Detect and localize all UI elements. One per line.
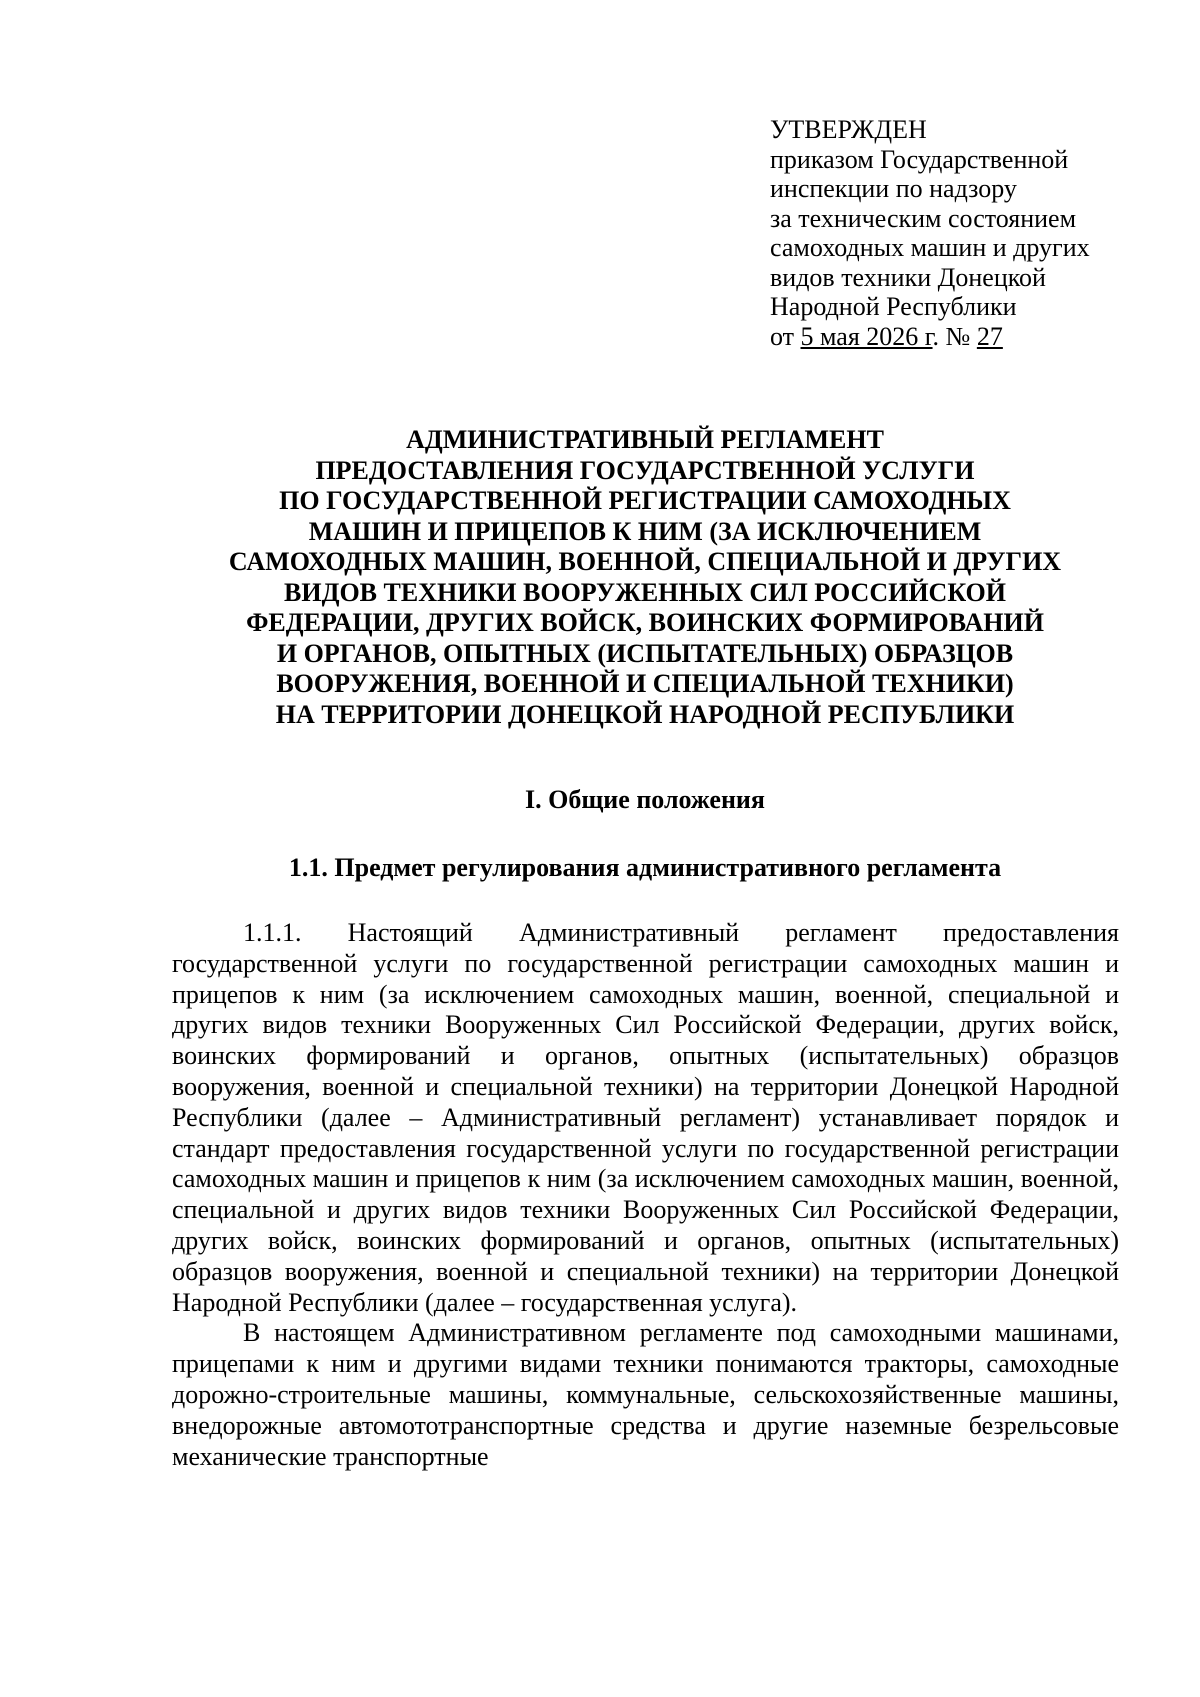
approval-date: 5 мая 2026 г [800, 321, 933, 351]
title-line: САМОХОДНЫХ МАШИН, ВОЕННОЙ, СПЕЦИАЛЬНОЙ И ДРУГИХ [228, 547, 1062, 576]
body-text [172, 918, 1119, 1472]
title-line: НА ТЕРРИТОРИИ ДОНЕЦКОЙ НАРОДНОЙ РЕСПУБЛИКИ [275, 699, 1015, 729]
approval-line: приказом Государственной [770, 144, 1069, 174]
document-title [170, 425, 1120, 730]
approval-line: Народной Республики [770, 292, 1017, 321]
title-line: ВООРУЖЕНИЯ, ВОЕННОЙ И СПЕЦИАЛЬНОЙ ТЕХНИКИ) [276, 669, 1014, 698]
approval-line: видов техники Донецкой [770, 262, 1046, 292]
approval-line: самоходных машин и других [770, 233, 1090, 262]
section-heading: I. Общие положения [525, 785, 765, 814]
approval-heading: УТВЕРЖДЕН [770, 115, 927, 144]
approval-block [770, 115, 1130, 351]
approval-date-line [770, 322, 1130, 352]
subsection-heading: 1.1. Предмет регулирования административного регламента [288, 853, 1002, 882]
paragraph: 1.1.1. Настоящий Административный регламент предоставления государственной услуги по государственной регистрации самоходных машин и прицепов к ним (за исключением самоходных машин, военной, специальной и других видов техники Вооруженных Сил Российской Федерации, других войск, воинских формирований и органов, опытных (испытательных) образцов вооружения, военной и специальной техники) на территории Донецкой Народной Республики (далее – Административный регламент) устанавливает порядок и стандарт предоставления государственной услуги по государственной регистрации самоходных машин и прицепов к ним (за исключением самоходных машин, военной, специальной и других видов техники Вооруженных Сил Российской Федерации, других войск, воинских формирований и органов, опытных (испытательных) образцов вооружения, военной и специальной техники) на территории Донецкой Народной Республики (далее – государственная услуга). [172, 918, 1119, 1317]
approval-date-prefix: от [770, 321, 801, 351]
title-line: ВИДОВ ТЕХНИКИ ВООРУЖЕННЫХ СИЛ РОССИЙСКОЙ [284, 577, 1006, 607]
title-line: И ОРГАНОВ, ОПЫТНЫХ (ИСПЫТАТЕЛЬНЫХ) ОБРАЗЦОВ [276, 638, 1014, 668]
approval-date-suffix: . № [932, 321, 977, 351]
approval-number: 27 [976, 321, 1003, 351]
title-line: ПРЕДОСТАВЛЕНИЯ ГОСУДАРСТВЕННОЙ УСЛУГИ [315, 455, 975, 485]
title-line: МАШИН И ПРИЦЕПОВ К НИМ (ЗА ИСКЛЮЧЕНИЕМ [308, 516, 982, 546]
approval-line: за техническим состоянием [770, 203, 1077, 233]
approval-line: инспекции по надзору [770, 174, 1017, 203]
title-line: АДМИНИСТРАТИВНЫЙ РЕГЛАМЕНТ [406, 425, 884, 454]
paragraph: В настоящем Административном регламенте под самоходными машинами, прицепами к ним и другими видами техники понимаются тракторы, самоходные дорожно-строительные машины, коммунальные, сельскохозяйственные машины, внедорожные автомототранспортные средства и другие наземные безрельсовые механические транспортные [172, 1318, 1119, 1471]
title-line: ПО ГОСУДАРСТВЕННОЙ РЕГИСТРАЦИИ САМОХОДНЫХ [279, 486, 1011, 515]
title-line: ФЕДЕРАЦИИ, ДРУГИХ ВОЙСК, ВОИНСКИХ ФОРМИРОВАНИЙ [246, 608, 1044, 637]
